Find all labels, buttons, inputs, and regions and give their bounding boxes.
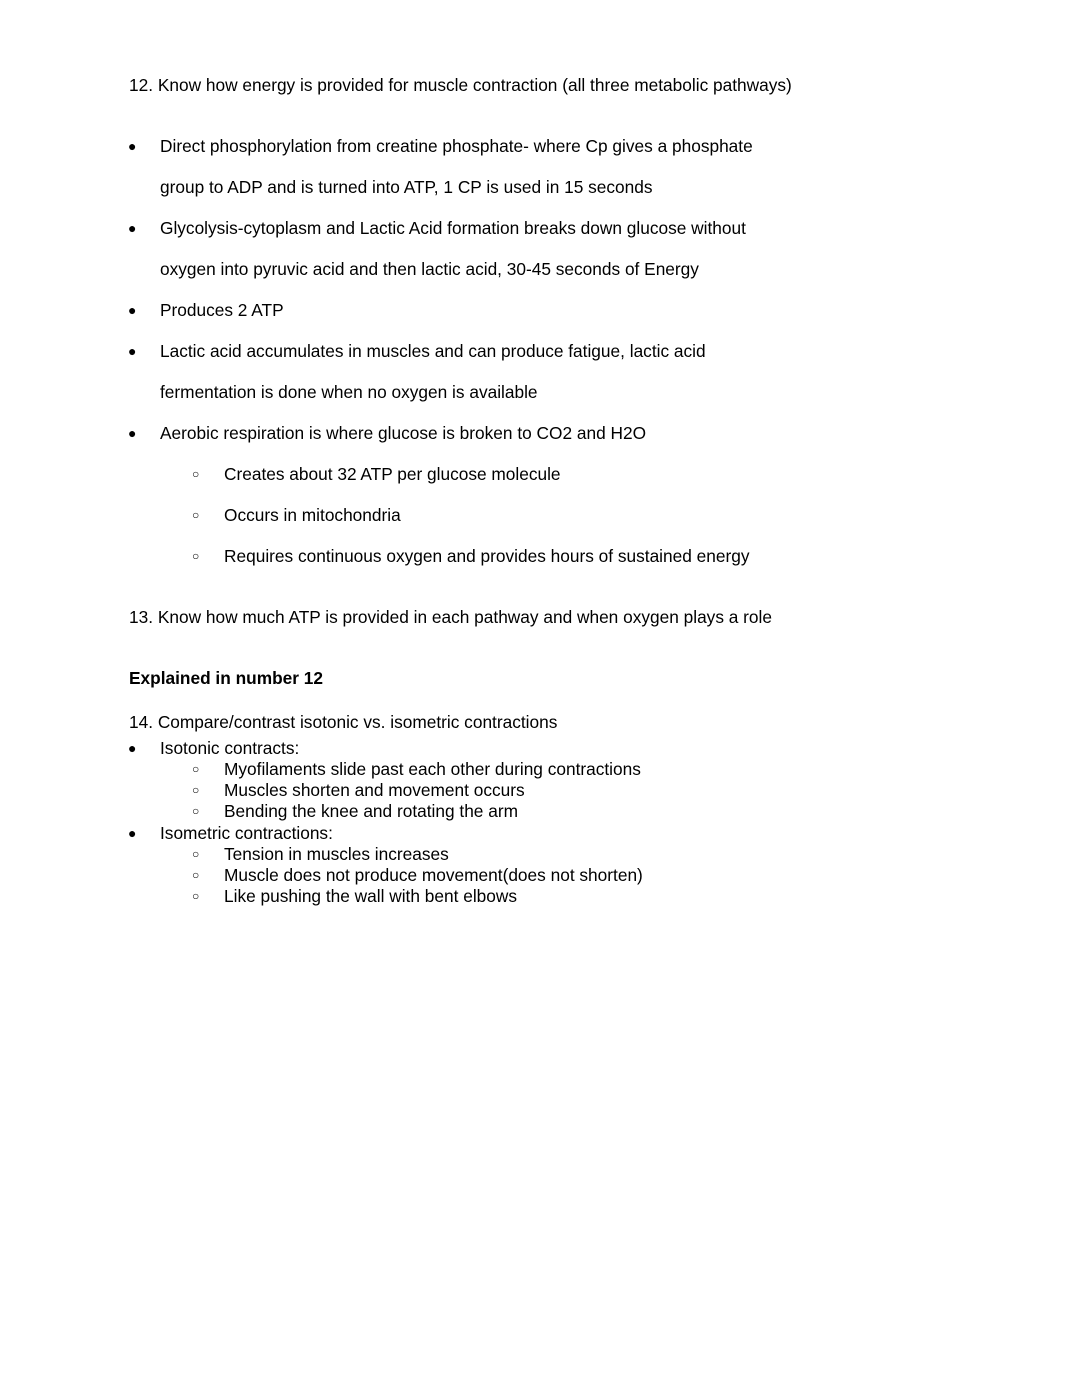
bullet-icon: ● bbox=[128, 740, 137, 756]
sub-list-item: Tension in muscles increases bbox=[224, 844, 449, 864]
sub-bullet-icon: ○ bbox=[192, 508, 200, 522]
sub-list-item: Like pushing the wall with bent elbows bbox=[224, 886, 517, 906]
bullet-icon: ● bbox=[128, 220, 137, 236]
list-item-line: fermentation is done when no oxygen is available bbox=[160, 382, 538, 402]
section-13-heading: 13. Know how much ATP is provided in each pathway and when oxygen plays a role bbox=[129, 607, 772, 627]
sub-list-item: Muscles shorten and movement occurs bbox=[224, 780, 525, 800]
list-item-line: Lactic acid accumulates in muscles and can produce fatigue, lactic acid bbox=[160, 341, 706, 361]
sub-bullet-icon: ○ bbox=[192, 467, 200, 481]
sub-list-item: Creates about 32 ATP per glucose molecule bbox=[224, 464, 561, 484]
list-item-line: Aerobic respiration is where glucose is broken to CO2 and H2O bbox=[160, 423, 647, 443]
list-item-label: Isometric contractions: bbox=[160, 823, 333, 843]
section-14-heading: 14. Compare/contrast isotonic vs. isometric contractions bbox=[129, 712, 558, 732]
sub-list-item: Muscle does not produce movement(does not shorten) bbox=[224, 865, 643, 885]
sub-list-item: Myofilaments slide past each other during contractions bbox=[224, 759, 641, 779]
list-item-line: oxygen into pyruvic acid and then lactic acid, 30-45 seconds of Energy bbox=[160, 259, 699, 279]
list-item-line: group to ADP and is turned into ATP, 1 CP is used in 15 seconds bbox=[160, 177, 653, 197]
sub-bullet-icon: ○ bbox=[192, 762, 200, 776]
bullet-icon: ● bbox=[128, 425, 137, 441]
bullet-icon: ● bbox=[128, 138, 137, 154]
sub-list-item: Occurs in mitochondria bbox=[224, 505, 401, 525]
bullet-icon: ● bbox=[128, 302, 137, 318]
bullet-icon: ● bbox=[128, 825, 137, 841]
list-item-line: Produces 2 ATP bbox=[160, 300, 284, 320]
bullet-icon: ● bbox=[128, 343, 137, 359]
sub-list-item: Requires continuous oxygen and provides hours of sustained energy bbox=[224, 546, 750, 566]
sub-bullet-icon: ○ bbox=[192, 804, 200, 818]
section-12-heading: 12. Know how energy is provided for muscle contraction (all three metabolic pathways) bbox=[129, 75, 792, 95]
list-item-line: Direct phosphorylation from creatine phosphate- where Cp gives a phosphate bbox=[160, 136, 753, 156]
sub-bullet-icon: ○ bbox=[192, 549, 200, 563]
sub-bullet-icon: ○ bbox=[192, 847, 200, 861]
sub-list-item: Bending the knee and rotating the arm bbox=[224, 801, 518, 821]
list-item-label: Isotonic contracts: bbox=[160, 738, 300, 758]
sub-bullet-icon: ○ bbox=[192, 868, 200, 882]
list-item-line: Glycolysis-cytoplasm and Lactic Acid formation breaks down glucose without bbox=[160, 218, 746, 238]
sub-bullet-icon: ○ bbox=[192, 783, 200, 797]
section-13-answer: Explained in number 12 bbox=[129, 668, 323, 688]
sub-bullet-icon: ○ bbox=[192, 889, 200, 903]
